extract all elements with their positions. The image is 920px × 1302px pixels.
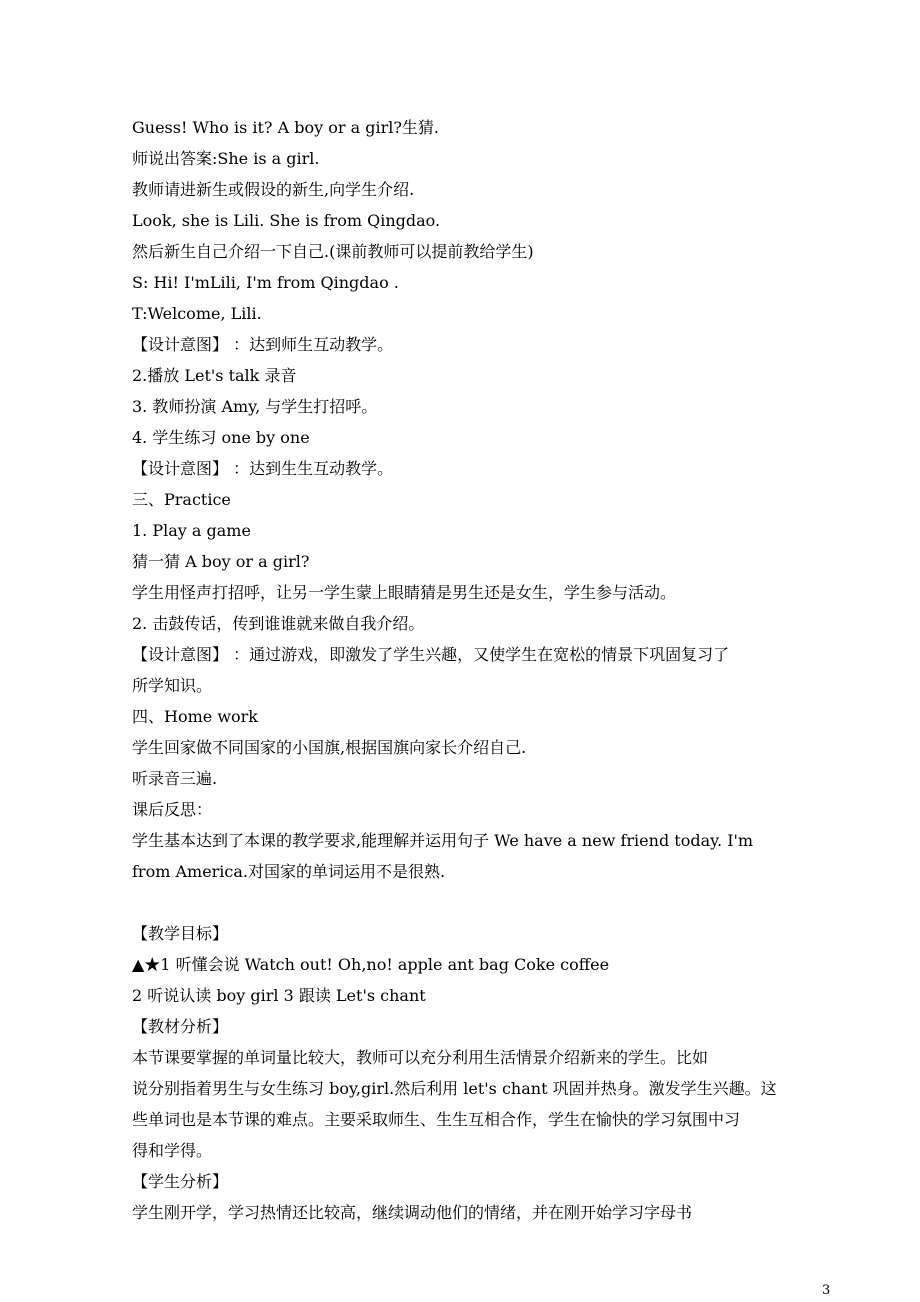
text-line: 学生回家做不同国家的小国旗,根据国旗向家长介绍自己. [132,738,527,757]
student-analysis-heading: 【学生分析】 [132,1172,229,1191]
text-line: 师说出答案:She is a girl. [132,149,320,168]
text-line: 学生用怪声打招呼，让另一学生蒙上眼睛猜是男生还是女生，学生参与活动。 [132,583,677,602]
text-line: 4. 学生练习 one by one [132,428,310,447]
text-line: ▲★1 听懂会说 Watch out! Oh,no! apple ant bag Coke coffee [132,955,610,974]
text-line: 2.播放 Let's talk 录音 [132,366,297,385]
text-line: 学生刚开学，学习热情还比较高，继续调动他们的情绪，并在刚开始学习字母书 [132,1203,693,1222]
text-line: 教师请进新生或假设的新生,向学生介绍. [132,180,415,199]
text-line: 学生基本达到了本课的教学要求,能理解并运用句子 We have a new friend today. I'm [132,831,754,850]
design-intent-label: 【设计意图】 ：达到师生互动教学。 [132,335,394,354]
text-line: 说分别指着男生与女生练习 boy,girl.然后利用 let's chant 巩固并热身。激发学生兴趣。这 [132,1079,777,1098]
text-line: 所学知识。 [132,676,213,695]
section-heading-homework: 四、Home work [132,707,258,726]
text-line: 然后新生自己介绍一下自己.(课前教师可以提前教给学生) [132,242,534,261]
section-heading-practice: 三、Practice [132,490,231,509]
reflection-heading: 课后反思： [132,800,213,819]
text-line: Guess! Who is it? A boy or a girl?生猜. [132,118,440,137]
text-line: 听录音三遍. [132,769,218,788]
text-line: 2. 击鼓传话，传到谁谁就来做自我介绍。 [132,614,425,633]
text-line: 1. Play a game [132,521,251,540]
design-intent-label: 【设计意图】 ：通过游戏，即激发了学生兴趣，又使学生在宽松的情景下巩固复习了 [132,645,730,664]
text-line: 本节课要掌握的单词量比较大，教师可以充分利用生活情景介绍新来的学生。比如 [132,1048,709,1067]
design-intent-label: 【设计意图】 ：达到生生互动教学。 [132,459,394,478]
text-line: 得和学得。 [132,1141,213,1160]
text-line: 2 听说认读 boy girl 3 跟读 Let's chant [132,986,426,1005]
teaching-goals-heading: 【教学目标】 [132,924,229,943]
text-line: Look, she is Lili. She is from Qingdao. [132,211,441,230]
text-line: S: Hi! I'mLili, I'm from Qingdao . [132,273,399,292]
page-number: 3 [822,1283,831,1298]
text-line: T:Welcome, Lili. [132,304,262,323]
text-line: 猜一猜 A boy or a girl? [132,552,310,571]
text-line: from America.对国家的单词运用不是很熟. [132,862,446,881]
text-line: 3. 教师扮演 Amy, 与学生打招呼。 [132,397,378,416]
text-line: 些单词也是本节课的难点。主要采取师生、生生互相合作，学生在愉快的学习氛围中习 [132,1110,741,1129]
material-analysis-heading: 【教材分析】 [132,1017,229,1036]
